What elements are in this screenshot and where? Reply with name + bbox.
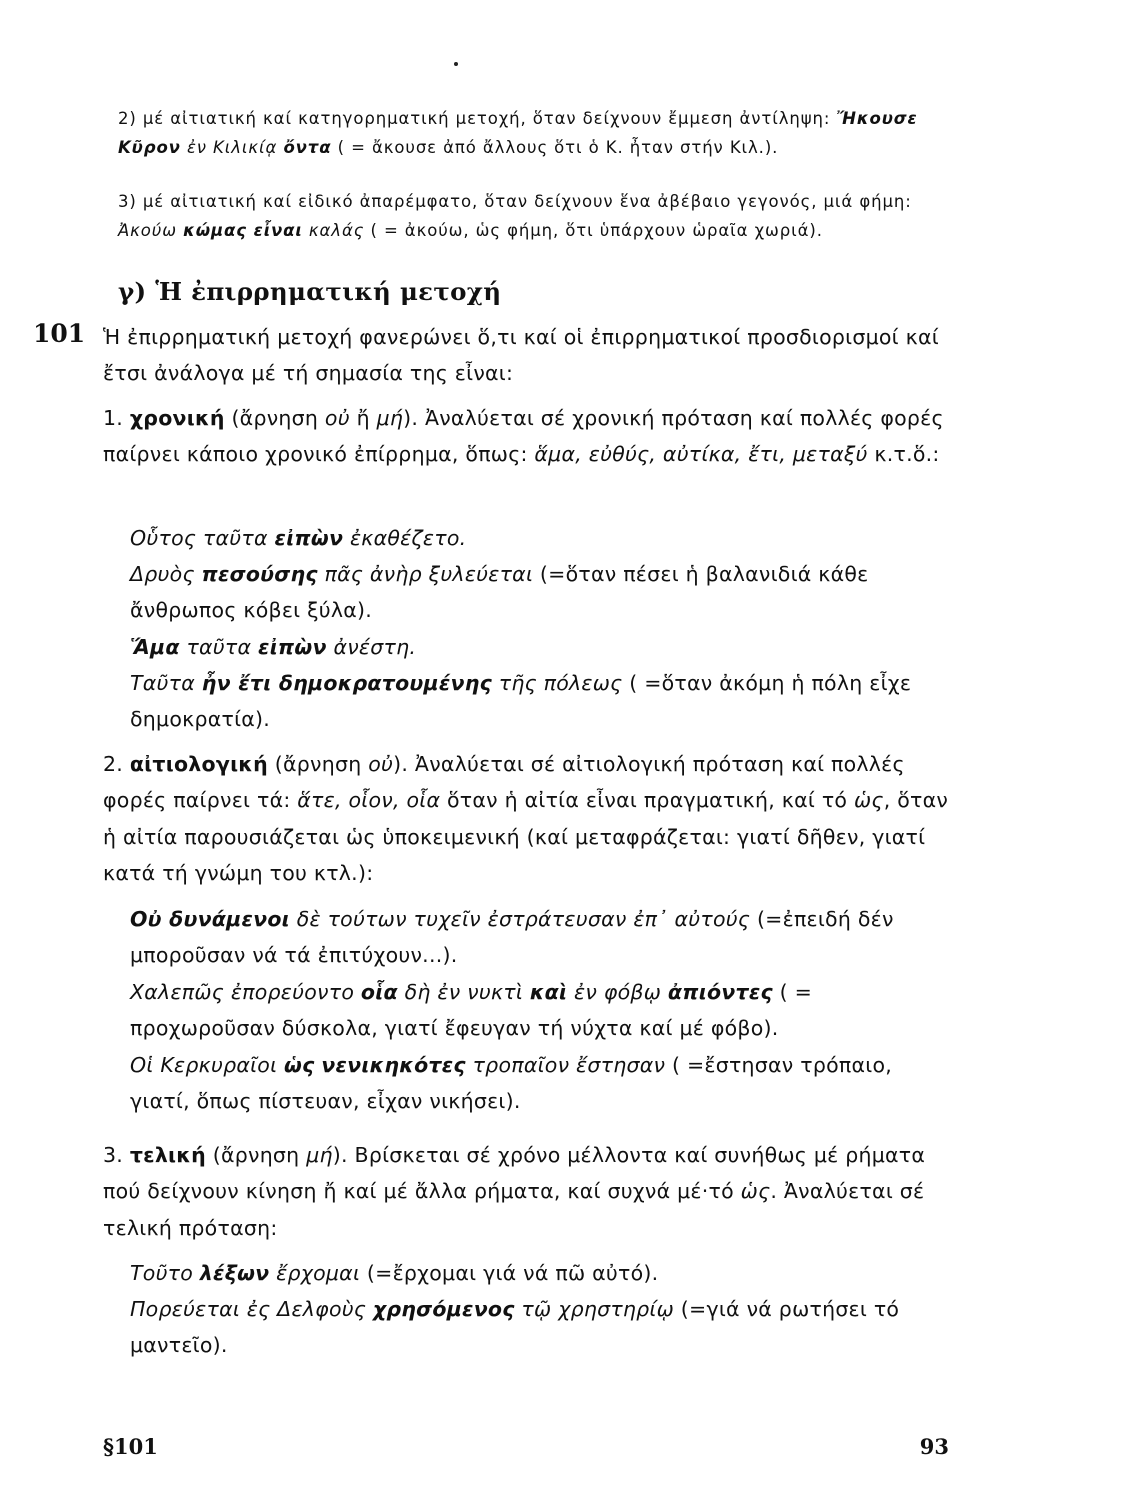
temporal-term: χρονική xyxy=(129,406,225,430)
causal-ex2-gloss: ( = προχωροῦσαν δύσκολα, γιατί ἔφευγαν τή νύχτα καί μέ φόβο). xyxy=(130,980,813,1041)
stray-dot-mark xyxy=(454,62,458,66)
final-ex2-a: Πορεύεται ἐς Δελφοὺς xyxy=(130,1297,373,1321)
causal-text-a: Ἀναλύεται σέ αἰτιολογική πρόταση καί πολλές φορές παίρνει τά: xyxy=(103,752,905,813)
causal-hos: ὡς xyxy=(853,788,884,813)
final-text-b: . Ἀναλύεται σέ τελική πρόταση: xyxy=(103,1179,925,1240)
case-2-example-b: ἐν Κιλικίᾳ xyxy=(180,138,284,157)
causal-ex1-gloss: (=ἐπειδή δέν μποροῦσαν νά τά ἐπιτύχουν...). xyxy=(130,907,894,968)
final-ex1-gloss: (=ἔρχομαι γιά νά πῶ αὐτό). xyxy=(360,1261,659,1285)
temporal-paragraph xyxy=(103,400,953,473)
causal-term: αἰτιολογική xyxy=(129,752,268,776)
causal-ex1-b: δὲ τούτων τυχεῖν ἐστράτευσαν ἐπ᾿ αὐτούς xyxy=(289,907,751,931)
final-number: 3. xyxy=(103,1143,130,1167)
causal-number: 2. xyxy=(103,752,130,776)
case-3-example-b: κώμας εἶναι xyxy=(183,221,303,240)
temporal-ex1-a: Οὗτος ταῦτα xyxy=(130,526,275,550)
temporal-etc: κ.τ.ὅ.: xyxy=(867,442,940,467)
section-number: 101 xyxy=(33,319,86,348)
causal-particles: ἅτε, οἷον, οἷα xyxy=(297,788,441,813)
section-heading: γ) Ἡ ἐπιρρηματική μετοχή xyxy=(118,277,502,306)
temporal-example-3 xyxy=(130,629,955,665)
temporal-ex3-b: ταῦτα xyxy=(179,635,259,659)
case-3-number: 3) xyxy=(118,192,137,211)
final-example-1 xyxy=(130,1255,955,1291)
temporal-example-2 xyxy=(130,556,955,629)
causal-ex3-gloss: ( =ἔστησαν τρόπαιο, γιατί, ὅπως πίστευαν, εἶχαν νικήσει). xyxy=(130,1053,893,1114)
causal-example-3 xyxy=(130,1047,955,1120)
temporal-ex3-d: ἀνέστη. xyxy=(326,635,417,659)
causal-ex2-f: ἀπιόντες xyxy=(667,980,773,1004)
footer-section-ref: §101 xyxy=(103,1434,158,1459)
temporal-ex1-b: εἰπὼν xyxy=(274,526,344,550)
causal-example-1 xyxy=(130,901,955,974)
temporal-text: Ἀναλύεται σέ χρονική πρόταση καί πολλές φορές παίρνει κάποιο χρονικό ἐπίρρημα, ὅπως: xyxy=(103,406,944,467)
temporal-ex2-a: Δρυὸς xyxy=(130,562,202,586)
temporal-neg-a: οὐ xyxy=(324,406,350,430)
case-2-paragraph xyxy=(118,104,958,162)
final-hos: ὡς xyxy=(740,1179,771,1204)
causal-ex3-e: τροπαῖον ἔστησαν xyxy=(465,1053,666,1077)
final-example-2 xyxy=(130,1291,955,1364)
temporal-neg-or: ἤ xyxy=(349,406,377,430)
case-2-number: 2) xyxy=(118,109,137,128)
final-ex2-c: τῷ χρηστηρίῳ xyxy=(514,1297,675,1321)
causal-ex2-e: ἐν φόβῳ xyxy=(567,980,668,1004)
causal-ex3-a: Οἱ Κερκυραῖοι xyxy=(130,1053,285,1077)
temporal-ex2-b: πεσούσης xyxy=(201,562,318,586)
temporal-example-1 xyxy=(130,520,955,556)
final-paragraph xyxy=(103,1137,953,1246)
temporal-example-4 xyxy=(130,665,955,738)
temporal-number: 1. xyxy=(103,406,130,430)
causal-example-2 xyxy=(130,974,955,1047)
case-2-example-c: ὄντα xyxy=(283,138,332,157)
final-ex1-b: λέξων xyxy=(199,1261,270,1285)
footer-page-number: 93 xyxy=(919,1434,949,1459)
causal-ex3-d: νενικηκότες xyxy=(321,1053,466,1077)
final-text-a: Βρίσκεται σέ χρόνο μέλλοντα καί συνήθως μέ ρήματα πού δείχνουν κίνηση ἤ καί μέ ἄλλα ρήματα, καί συχνά μέ·τό xyxy=(103,1143,926,1204)
final-ex2-b: χρησόμενος xyxy=(372,1297,515,1321)
case-2-example-a: Ἤκουσε Κῦρον xyxy=(118,109,918,157)
final-neg-a: μή xyxy=(306,1143,333,1167)
section-intro: Ἡ ἐπιρρηματική μετοχή φανερώνει ὅ,τι καί οἱ ἐπιρρηματικοί προσδιορισμοί καί ἔτσι ἀνάλογα μέ τή σημασία της εἶναι: xyxy=(103,325,939,386)
case-3-example-a: Ἀκούω xyxy=(118,221,177,240)
final-term: τελική xyxy=(129,1143,206,1167)
temporal-neg-close: ). xyxy=(403,406,425,430)
causal-neg-close: ). xyxy=(393,752,415,776)
case-3-example-c: καλάς xyxy=(302,221,365,240)
final-neg-open: (ἄρνηση xyxy=(205,1143,307,1167)
case-2-gloss: ( = ἄκουσε ἀπό ἄλλους ὅτι ὁ Κ. ἦταν στήν Κιλ.). xyxy=(331,138,779,157)
temporal-neg-b: μή xyxy=(376,406,404,430)
case-3-paragraph xyxy=(118,187,958,245)
temporal-neg-open: (ἄρνηση xyxy=(224,406,325,430)
causal-neg-open: (ἄρνηση xyxy=(267,752,369,776)
temporal-ex2-c: πᾶς ἀνὴρ ξυλεύεται xyxy=(317,562,534,586)
final-ex2-gloss: (=γιά νά ρωτήσει τό μαντεῖο). xyxy=(130,1297,900,1358)
temporal-ex4-c: τῆς πόλεως xyxy=(491,671,623,695)
case-3-text: μέ αἰτιατική καί εἰδικό ἀπαρέμφατο, ὅταν δείχνουν ἕνα ἀβέβαιο γεγονός, μιά φήμη: xyxy=(136,192,912,211)
causal-ex3-b: ὡς xyxy=(284,1053,315,1077)
causal-neg-a: οὐ xyxy=(368,752,394,776)
causal-text-c: , ὅταν ἡ αἰτία παρουσιάζεται ὡς ὑποκειμενική (καί μεταφράζεται: γιατί δῆθεν, γιατί κατά τή γνώμη του κτλ.): xyxy=(103,788,949,885)
temporal-ex2-gloss: (=ὅταν πέσει ἡ βαλανιδιά κάθε ἄνθρωπος κόβει ξύλα). xyxy=(130,562,869,623)
temporal-ex4-gloss: ( =ὅταν ἀκόμη ἡ πόλη εἶχε δημοκρατία). xyxy=(130,671,912,732)
temporal-ex3-c: εἰπὼν xyxy=(258,635,327,659)
causal-ex2-d: καὶ xyxy=(529,980,568,1004)
final-neg-close: ). xyxy=(332,1143,355,1167)
temporal-ex4-b: ἦν ἔτι δημοκρατουμένης xyxy=(201,671,492,695)
temporal-adverbs: ἅμα, εὐθύς, αὐτίκα, ἔτι, μεταξύ xyxy=(534,442,868,467)
temporal-ex4-a: Ταῦτα xyxy=(130,671,202,695)
causal-ex1-a: Οὐ δυνάμενοι xyxy=(130,907,290,931)
causal-ex2-b: οἷα xyxy=(360,980,398,1004)
causal-text-b: ὅταν ἡ αἰτία εἶναι πραγματική, καί τό xyxy=(440,788,854,813)
final-ex1-c: ἔρχομαι xyxy=(269,1261,361,1285)
causal-ex2-a: Χαλεπῶς ἐπορεύοντο xyxy=(130,980,361,1004)
causal-paragraph xyxy=(103,746,953,891)
causal-ex2-c: δὴ ἐν νυκτὶ xyxy=(397,980,530,1004)
case-2-text: μέ αἰτιατική καί κατηγορηματική μετοχή, ὅταν δείχνουν ἔμμεση ἀντίληψη: xyxy=(136,109,837,128)
temporal-ex3-a: Ἅμα xyxy=(130,635,180,659)
final-ex1-a: Τοῦτο xyxy=(130,1261,200,1285)
temporal-ex1-c: ἐκαθέζετο. xyxy=(343,526,467,550)
case-3-gloss: ( = ἀκούω, ὡς φήμη, ὅτι ὑπάρχουν ὡραῖα χωριά). xyxy=(364,221,823,240)
